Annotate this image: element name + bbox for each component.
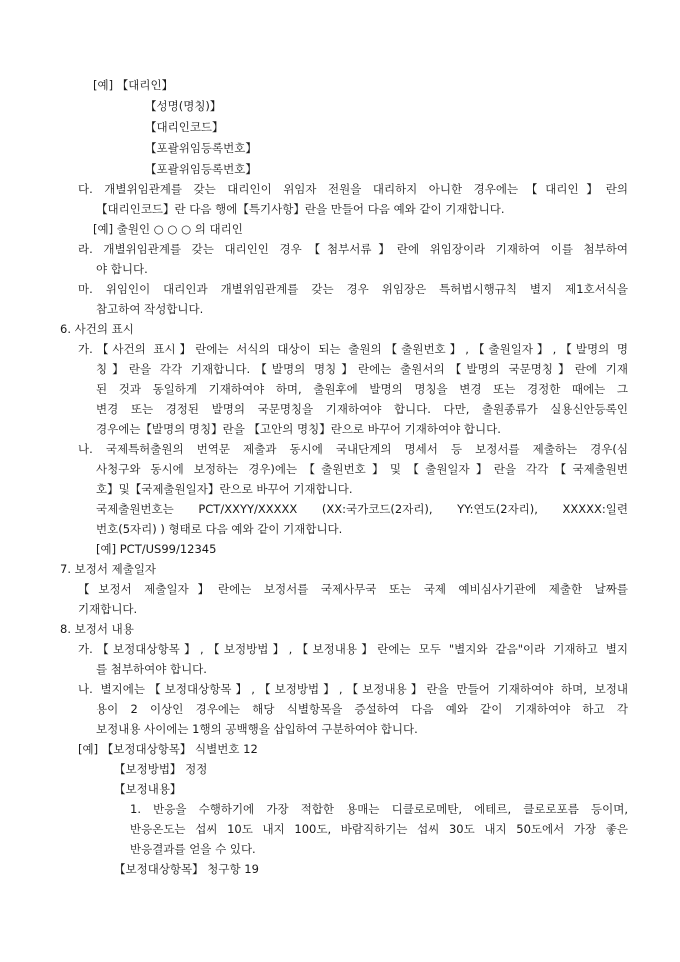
field-general-power-number-1: 【포괄위임등록번호】 — [145, 141, 257, 155]
section-6-na-line-1: 나. 국제특허출원의 번역문 제출과 동시에 국내단계의 명세서 등 보정서를 제출하는 경우(심 — [78, 442, 628, 456]
field-general-power-number-2: 【포괄위임등록번호】 — [145, 162, 257, 176]
example-amend-content-line-1: 1. 반응을 수행하기에 가장 적합한 용매는 디클로로메탄, 에테르, 클로로포름 등이며, — [130, 802, 628, 816]
section-8-na-line-1: 나. 별지에는【보정대상항목】,【보정방법】,【보정내용】란을 만들어 기재하여야 하며, 보정내 — [78, 682, 628, 696]
section-7-line-1: 【보정서 제출일자】란에는 보정서를 국제사무국 또는 국제 예비심사기관에 제출한 날짜를 — [78, 582, 628, 596]
example-label-agent: [예] 【대리인】 — [93, 78, 174, 92]
item-da-line-2: 【대리인코드】란 다음 행에【특기사항】란을 만들어 다음 예와 같이 기재합니다. — [96, 202, 505, 216]
section-6-na-line-3: 호】및【국제출원일자】란으로 바꾸어 기재합니다. — [96, 482, 353, 496]
field-agent-code: 【대리인코드】 — [145, 120, 224, 134]
section-8-heading: 8. 보정서 내용 — [60, 622, 134, 636]
section-6-ga-line-3: 된 것과 동일하게 기재하여야 하며, 출원후에 발명의 명칭을 변경 또는 경정한 때에는 그 — [96, 382, 628, 396]
item-da-line-1: 다. 개별위임관계를 갖는 대리인이 위임자 전원을 대리하지 아니한 경우에는【대리인】란의 — [78, 182, 628, 196]
item-ma-line-1: 마. 위임인이 대리인과 개별위임관계를 갖는 경우 위임장은 특허법시행규칙 별지 제1호서식을 — [78, 282, 628, 296]
section-8-ga-line-2: 를 첨부하여야 합니다. — [96, 662, 207, 676]
section-7-line-2: 기재합니다. — [78, 602, 138, 616]
item-ra-line-2: 야 합니다. — [96, 262, 148, 276]
section-6-heading: 6. 사건의 표시 — [60, 322, 134, 336]
section-6-ga-line-2: 칭】란을 각각 기재합니다.【발명의 명칭】란에는 출원서의【발명의 국문명칭】란에 기재 — [96, 362, 628, 376]
example-applicant-agent: [예] 출원인 ○ ○ ○ 의 대리인 — [93, 222, 243, 236]
example-amend-content-line-3: 반응결과를 얻을 수 있다. — [130, 842, 256, 856]
example-pct-number: [예] PCT/US99/12345 — [96, 542, 217, 556]
item-ma-line-2: 참고하여 작성합니다. — [96, 302, 204, 316]
section-6-na-line-2: 사청구와 동시에 보정하는 경우)에는【출원번호】및【출원일자】란을 각각【국제출원번 — [96, 462, 628, 476]
section-6-ga-line-1: 가.【사건의 표시】란에는 서식의 대상이 되는 출원의【출원번호】,【출원일자】,【발명의 명 — [78, 342, 628, 356]
item-ra-line-1: 라. 개별위임관계를 갖는 대리인인 경우【첨부서류】란에 위임장이라 기재하여 이를 첨부하여 — [78, 242, 628, 256]
section-8-na-line-3: 보정내용 사이에는 1행의 공백행을 삽입하여 구분하여야 합니다. — [96, 722, 418, 736]
example-amend-content-line-2: 반응온도는 섭씨 10도 내지 100도, 바람직하기는 섭씨 30도 내지 50도에서 가장 좋은 — [130, 822, 628, 836]
section-6-na-line-4: 국제출원번호는 PCT/XXYY/XXXXX (XX:국가코드(2자리), YY:연도(2자리), XXXXX:일련 — [96, 502, 628, 516]
section-8-ga-line-1: 가.【보정대상항목】,【보정방법】,【보정내용】란에는 모두 "별지와 같음"이라 기재하고 별지 — [78, 642, 628, 656]
section-6-ga-line-5: 경우에는【발명의 명칭】란을 【고안의 명칭】란으로 바꾸어 기재하여야 합니다. — [96, 422, 501, 436]
field-name: 【성명(명칭)】 — [145, 99, 222, 113]
section-8-na-line-2: 용이 2 이상인 경우에는 해당 식별항목을 증설하여 다음 예와 같이 기재하여야 하고 각 — [96, 702, 628, 716]
example-amend-target-1: [예] 【보정대상항목】 식별번호 12 — [78, 742, 258, 756]
section-6-na-line-5: 번호(5자리) ) 형태로 다음 예와 같이 기재합니다. — [96, 522, 343, 536]
example-amend-content-label: 【보정내용】 — [114, 782, 182, 796]
section-6-ga-line-4: 변경 또는 경정된 발명의 국문명칭을 기재하여야 합니다. 다만, 출원종류가 실용신안등록인 — [96, 402, 628, 416]
section-7-heading: 7. 보정서 제출일자 — [60, 562, 157, 576]
example-amend-target-2: 【보정대상항목】 청구항 19 — [114, 862, 259, 876]
example-amend-method: 【보정방법】 정정 — [114, 762, 208, 776]
